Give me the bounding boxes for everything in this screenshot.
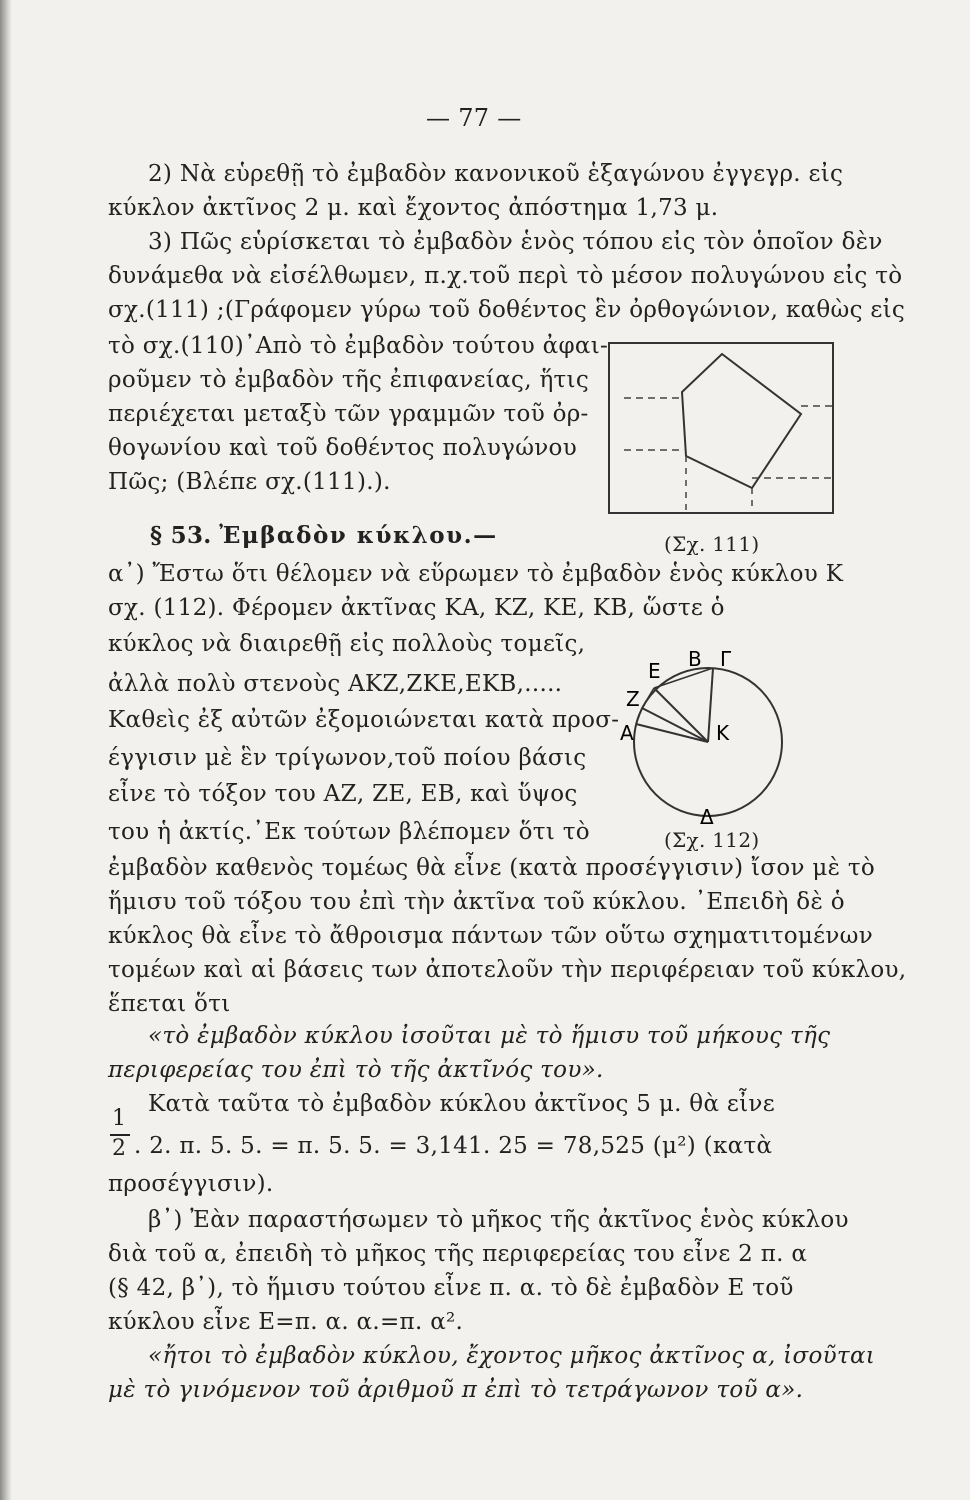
section-heading — [150, 522, 498, 550]
text-line: του ἡ ἀκτίς.᾽Εκ τούτων βλέπομεν ὅτι τὸ — [108, 819, 590, 845]
figure-112-caption: (Σχ. 112) — [664, 828, 760, 852]
label-K: Κ — [716, 721, 730, 745]
figure-111-caption: (Σχ. 111) — [664, 532, 760, 556]
text-line: ἀλλὰ πολὺ στενοὺς ΑΚΖ,ΖΚΕ,ΕΚΒ,..... — [108, 671, 563, 697]
fraction-numerator: 1 — [112, 1106, 126, 1131]
text-line: ἕπεται ὅτι — [108, 991, 231, 1017]
label-Z: Ζ — [626, 687, 640, 711]
label-B: Β — [688, 650, 702, 671]
label-E: Ε — [648, 659, 661, 683]
text-line: κύκλον ἀκτῖνος 2 μ. καὶ ἔχοντος ἀπόστημα 1,73 μ. — [108, 195, 719, 221]
text-line: . 2. π. 5. 5. = π. 5. 5. = 3,141. 25 = 78,525 (μ²) (κατὰ — [134, 1133, 773, 1159]
text-line: διὰ τοῦ α, ἐπειδὴ τὸ μῆκος τῆς περιφερείας του εἶνε 2 π. α — [108, 1241, 808, 1267]
text-line: περιέχεται μεταξὺ τῶν γραμμῶν τοῦ ὀρ- — [108, 401, 589, 427]
label-D: Δ — [700, 805, 714, 826]
text-line: σχ.(111) ;(Γράφομεν γύρω τοῦ δοθέντος ἓν ὀρθογώνιον, καθὼς εἰς — [108, 297, 906, 323]
text-line: (§ 42, β᾽), τὸ ἥμισυ τούτου εἶνε π. α. τὸ δὲ ἐμβαδὸν Ε τοῦ — [108, 1275, 794, 1301]
text-line: μὲ τὸ γινόμενον τοῦ ἀριθμοῦ π ἐπὶ τὸ τετράγωνον τοῦ α». — [108, 1377, 804, 1403]
figure-111 — [606, 340, 838, 518]
text-line: έγγισιν μὲ ἓν τρίγωνον,τοῦ ποίου βάσις — [108, 745, 587, 771]
section-number: § 53. — [150, 522, 212, 549]
section-title: Ἐμβαδὸν κύκλου.— — [219, 522, 498, 549]
text-line: σχ. (112). Φέρομεν ἀκτῖνας ΚΑ, ΚΖ, ΚΕ, ΚΒ, ὥστε ὁ — [108, 595, 725, 621]
text-line: κύκλου εἶνε Ε=π. α. α.=π. α². — [108, 1309, 464, 1335]
text-line: δυνάμεθα νὰ εἰσέλθωμεν, π.χ.τοῦ περὶ τὸ μέσον πολυγώνου εἰς τὸ — [108, 263, 903, 289]
text-line: 3) Πῶς εὑρίσκεται τὸ ἐμβαδὸν ἑνὸς τόπου εἰς τὸν ὁποῖον δὲν — [148, 229, 883, 255]
text-line: Κατὰ ταῦτα τὸ ἐμβαδὸν κύκλου ἀκτῖνος 5 μ. θὰ εἶνε — [148, 1091, 775, 1117]
text-line: ροῦμεν τὸ ἐμβαδὸν τῆς ἐπιφανείας, ἥτις — [108, 367, 590, 393]
text-line: προσέγγισιν). — [108, 1171, 274, 1197]
page-number: — 77 — — [426, 104, 522, 132]
fraction-denominator: 2 — [112, 1136, 126, 1161]
text-line: θογωνίου καὶ τοῦ δοθέντος πολυγώνου — [108, 435, 577, 461]
text-line: περιφερείας του ἐπὶ τὸ τῆς ἀκτῖνός του». — [108, 1057, 604, 1083]
figure-112 — [616, 650, 800, 826]
label-A: Α — [620, 721, 634, 745]
text-line: ἐμβαδὸν καθενὸς τομέως θὰ εἶνε (κατὰ προσέγγισιν) ἴσον μὲ τὸ — [108, 855, 876, 881]
text-line: 2) Νὰ εὑρεθῇ τὸ ἐμβαδὸν κανονικοῦ ἑξαγώνου ἐγγεγρ. εἰς — [148, 161, 844, 187]
text-line: εἶνε τὸ τόξον του ΑΖ, ΖΕ, ΕΒ, καὶ ὕψος — [108, 781, 578, 807]
text-line: β᾽) Ἐὰν παραστήσωμεν τὸ μῆκος τῆς ἀκτῖνος ἑνὸς κύκλου — [148, 1207, 849, 1233]
text-line: Καθεὶς ἐξ αὐτῶν ἐξομοιώνεται κατὰ προσ- — [108, 707, 620, 733]
text-line: «ἤτοι τὸ ἐμβαδὸν κύκλου, ἔχοντος μῆκος ἀκτῖνος α, ἰσοῦται — [148, 1343, 876, 1369]
text-line: τὸ σχ.(110)᾽Απὸ τὸ ἐμβαδὸν τούτου ἀφαι- — [108, 333, 609, 359]
text-line: ἥμισυ τοῦ τόξου του ἐπὶ τὴν ἀκτῖνα τοῦ κύκλου. ᾽Επειδὴ δὲ ὁ — [108, 889, 845, 915]
label-G: Γ — [720, 650, 732, 671]
text-line: κύκλος θὰ εἶνε τὸ ἄθροισμα πάντων τῶν οὕτω σχηματιτομένων — [108, 923, 874, 949]
text-line: κύκλος νὰ διαιρεθῇ εἰς πολλοὺς τομεῖς, — [108, 631, 586, 657]
binding-shadow — [0, 0, 12, 1500]
text-line: Πῶς; (Βλέπε σχ.(111).). — [108, 469, 391, 495]
text-line: α᾽) Ἔστω ὅτι θέλομεν νὰ εὕρωμεν τὸ ἐμβαδὸν ἑνὸς κύκλου Κ — [108, 561, 844, 587]
text-line: τομέων καὶ αἱ βάσεις των ἀποτελοῦν τὴν περιφέρειαν τοῦ κύκλου, — [108, 957, 907, 983]
text-line: «τὸ ἐμβαδὸν κύκλου ἰσοῦται μὲ τὸ ἥμισυ τοῦ μήκους τῆς — [148, 1023, 831, 1049]
